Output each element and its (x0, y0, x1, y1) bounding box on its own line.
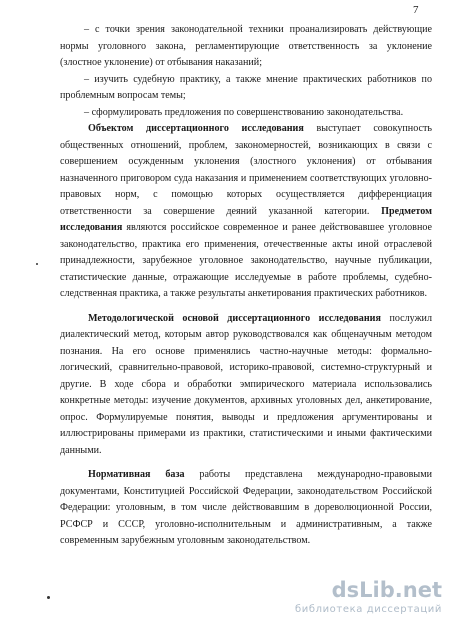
watermark-logo: dsLib.net (331, 578, 442, 602)
method-text: послужил диалектический метод, которым автор руководствовался как общенаучным методом познания. На его основе применялись частно-научные методы: формально-логический, сравнительно-правовой, историко-правовой, системно-структурный и другие. В ходе сбора и обработки эмпирического материала использовались конкретные методы: изучение документов, архивных уголовных дел, анкетирование, опрос. Формулируемые понятия, выводы и предложения аргументированы и иллюстрированы примерами из практики, статистическими и иными фактическими данными. (60, 312, 432, 456)
list-item: – изучить судебную практику, а также мнение практических работников по проблемным вопросам темы; (60, 73, 432, 101)
subject-text: являются российское современное и ранее действовавшее уголовное законодательство, практика его применения, отечественные акты иной отраслевой принадлежности, зарубежное уголовное законодательство, научные публикации, статистические данные, отражающие исследуемые в работе проблемы, судебно-следственная практика, а также результаты анкетирования практических работников. (60, 222, 432, 299)
object-term: Объектом диссертационного исследования (88, 123, 304, 134)
object-paragraph (60, 121, 432, 303)
body-text (60, 22, 432, 550)
object-text: выступает совокупность общественных отношений, проблем, закономерностей, возникающих в связи с совершением осужденным уклонения (злостного уклонения) от отбывания назначенного приговором суда наказания и применением соответствующих уголовно-правовых норм, с помощью которых осуществляется дифференциация ответственности за совершение деяний указанной категории. (60, 123, 432, 217)
list-item: – сформулировать предложения по совершенствованию законодательства. (84, 106, 404, 118)
watermark (282, 578, 442, 616)
scan-speck (47, 596, 50, 599)
method-paragraph (60, 311, 432, 460)
page-number: 7 (413, 4, 419, 16)
norm-term: Нормативная база (88, 469, 185, 480)
watermark-subtitle: библиотека диссертаций (294, 604, 442, 615)
norm-text: работы представлена международно-правовыми документами, Конституцией Российской Федерации, законодательством Российской Федерации: уголовным, в том числе действовавшим в дореволюционной России, РСФСР и СССР, уголовно-исполнительным и административным, а также современным зарубежным уголовным законодательством. (60, 469, 432, 546)
method-term: Методологической основой диссертационного исследования (88, 312, 381, 324)
list-item: – с точки зрения законодательной техники проанализировать действующие нормы уголовного закона, регламентирующие ответственность за уклонение (злостное уклонение) от отбывания наказаний; (60, 24, 432, 68)
scan-speck (36, 263, 38, 265)
subject-term: Предметом исследования (60, 205, 432, 233)
norm-paragraph (60, 467, 432, 550)
